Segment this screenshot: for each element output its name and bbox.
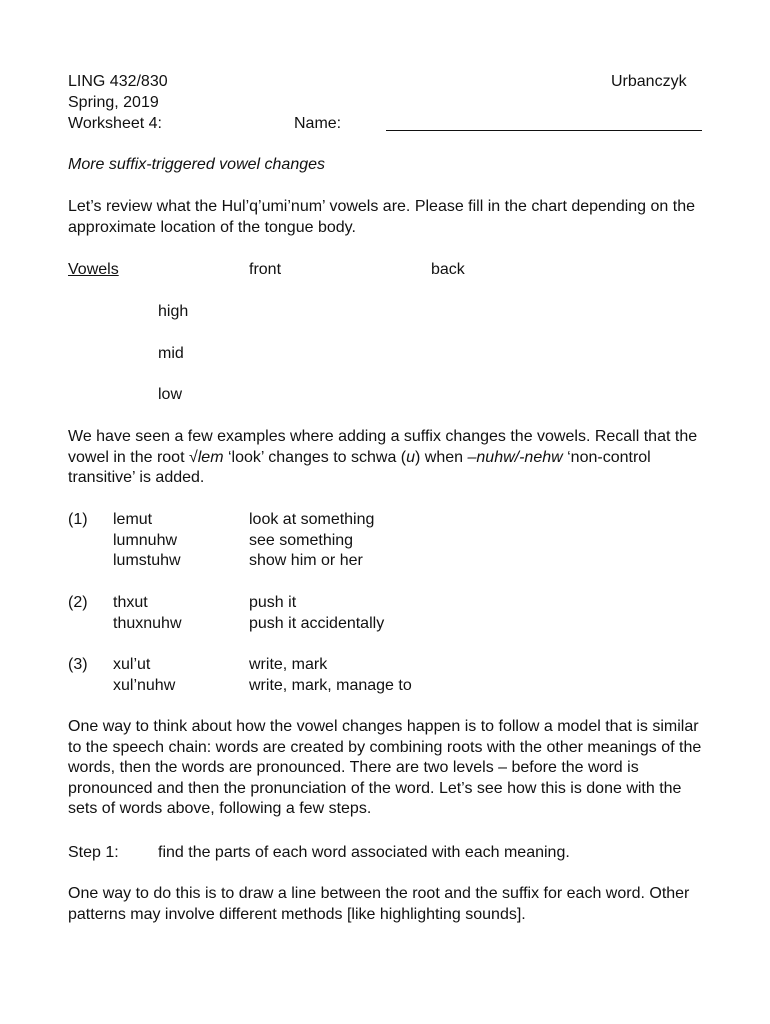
root-form: √lem xyxy=(188,448,224,466)
para2-part2: ‘look’ changes to schwa ( xyxy=(223,448,407,466)
step-1-text: find the parts of each word associated with each meaning. xyxy=(158,844,570,861)
course-code: LING 432/830 xyxy=(68,73,168,90)
instructor-name: Urbanczyk xyxy=(611,73,687,90)
example-word: xul’nuhw xyxy=(113,677,176,694)
example-word: lumstuhw xyxy=(113,552,181,569)
example-number: (1) xyxy=(68,511,88,528)
intro-paragraph: Let’s review what the Hul’q’umi’num’ vowels are. Please fill in the chart depending on the approximate location of the tongue body. xyxy=(68,198,696,236)
vowel-chart-col-front: front xyxy=(249,261,282,278)
example-gloss: push it xyxy=(249,594,297,611)
worksheet-subtitle: More suffix-triggered vowel changes xyxy=(68,156,326,173)
speech-chain-paragraph: One way to think about how the vowel changes happen is to follow a model that is similar to the speech chain: words are created by combining roots with the other meanings of the words, then the words are pronounced. There are two levels – before the word is pronounced and then the pronunciation of the word. Let’s see how this is done with the sets of words above, following a few steps. xyxy=(68,718,702,817)
example-word: xul’ut xyxy=(113,656,151,673)
example-gloss: push it accidentally xyxy=(249,615,385,632)
name-blank-line[interactable] xyxy=(386,130,702,131)
example-gloss: write, mark xyxy=(249,656,328,673)
para2-part3: ) when xyxy=(415,448,468,466)
vowel-chart-row-mid: mid xyxy=(158,345,184,362)
example-number: (2) xyxy=(68,594,88,611)
vowel-chart-row-low: low xyxy=(158,386,183,403)
example-number: (3) xyxy=(68,656,88,673)
example-gloss: write, mark, manage to xyxy=(249,677,412,694)
vowel-chart-col-back: back xyxy=(431,261,465,278)
suffix-examples-paragraph xyxy=(68,427,708,489)
vowel-chart-title: Vowels xyxy=(68,261,119,278)
example-word: lemut xyxy=(113,511,153,528)
example-gloss: look at something xyxy=(249,511,375,528)
para2-part4: ‘non-control transitive’ is added. xyxy=(68,448,651,486)
example-word: thxut xyxy=(113,594,148,611)
vowel-chart-row-high: high xyxy=(158,303,189,320)
term: Spring, 2019 xyxy=(68,94,159,111)
para2-part1: We have seen a few examples where adding a suffix changes the vowels. Recall that the vowel in the root xyxy=(68,428,698,466)
suffix-form: –nuhw/-nehw xyxy=(467,448,563,466)
method-paragraph: One way to do this is to draw a line between the root and the suffix for each word. Other patterns may involve different methods [like highlighting sounds]. xyxy=(68,885,690,923)
example-word: lumnuhw xyxy=(113,532,178,549)
example-gloss: show him or her xyxy=(249,552,363,569)
worksheet-number: Worksheet 4: xyxy=(68,115,162,132)
example-word: thuxnuhw xyxy=(113,615,182,632)
schwa-symbol: u xyxy=(406,448,416,466)
step-1-label: Step 1: xyxy=(68,844,119,861)
example-gloss: see something xyxy=(249,532,354,549)
name-label: Name: xyxy=(294,115,342,132)
